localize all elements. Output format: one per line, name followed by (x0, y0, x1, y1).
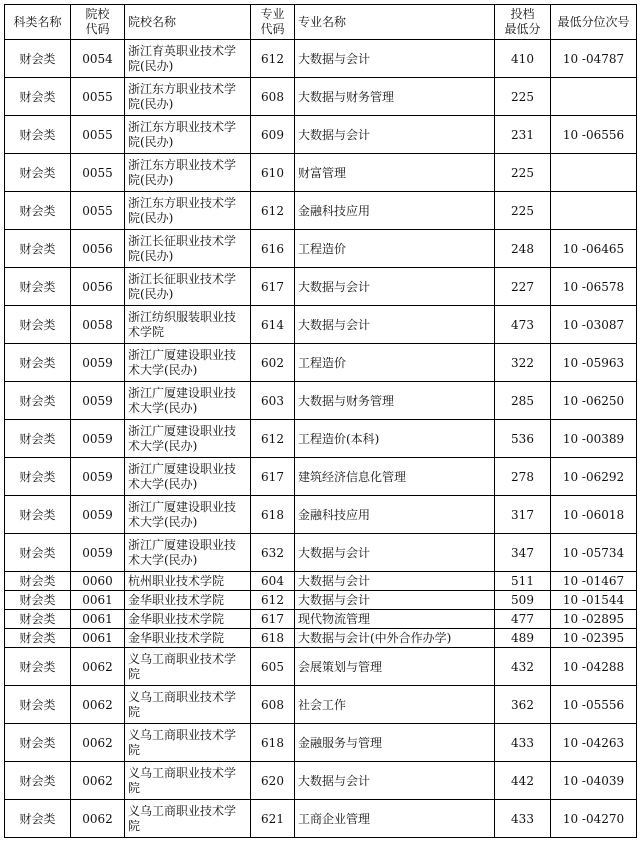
cell-school-name: 金华职业技术学院 (125, 629, 251, 648)
cell-school-name: 浙江纺织服装职业技术学院 (125, 306, 251, 344)
header-major-name: 专业名称 (295, 5, 495, 40)
cell-school-code: 0055 (71, 116, 125, 154)
cell-major-code: 610 (251, 154, 295, 192)
cell-major-code: 618 (251, 724, 295, 762)
cell-major-name: 工程造价(本科) (295, 420, 495, 458)
cell-min-rank: 10 -06250 (551, 382, 637, 420)
cell-major-name: 金融科技应用 (295, 192, 495, 230)
table-row (5, 686, 637, 724)
cell-category: 财会类 (5, 382, 71, 420)
cell-category: 财会类 (5, 40, 71, 78)
table-row (5, 268, 637, 306)
cell-major-code: 620 (251, 762, 295, 800)
cell-min-rank: 10 -01467 (551, 572, 637, 591)
cell-major-code: 603 (251, 382, 295, 420)
table-row (5, 382, 637, 420)
cell-category: 财会类 (5, 78, 71, 116)
cell-school-code: 0061 (71, 610, 125, 629)
cell-min-score: 442 (495, 762, 551, 800)
cell-school-name: 金华职业技术学院 (125, 610, 251, 629)
cell-major-code: 612 (251, 420, 295, 458)
header-row (5, 5, 637, 40)
cell-min-score: 511 (495, 572, 551, 591)
cell-min-score: 317 (495, 496, 551, 534)
cell-major-code: 604 (251, 572, 295, 591)
cell-school-code: 0054 (71, 40, 125, 78)
table-row (5, 610, 637, 629)
cell-school-code: 0061 (71, 591, 125, 610)
cell-school-code: 0060 (71, 572, 125, 591)
cell-category: 财会类 (5, 648, 71, 686)
table-row (5, 800, 637, 838)
cell-school-name: 浙江广厦建设职业技术大学(民办) (125, 382, 251, 420)
cell-min-score: 473 (495, 306, 551, 344)
cell-major-name: 现代物流管理 (295, 610, 495, 629)
cell-min-rank: 10 -04288 (551, 648, 637, 686)
table-row (5, 648, 637, 686)
cell-min-score: 433 (495, 724, 551, 762)
cell-major-code: 614 (251, 306, 295, 344)
cell-major-name: 工程造价 (295, 344, 495, 382)
cell-min-rank: 10 -06292 (551, 458, 637, 496)
cell-min-score: 285 (495, 382, 551, 420)
cell-school-code: 0056 (71, 230, 125, 268)
cell-school-code: 0056 (71, 268, 125, 306)
cell-school-name: 浙江广厦建设职业技术大学(民办) (125, 420, 251, 458)
cell-min-score: 509 (495, 591, 551, 610)
cell-category: 财会类 (5, 629, 71, 648)
table-row (5, 116, 637, 154)
table-body (5, 40, 637, 838)
table-row (5, 306, 637, 344)
cell-min-score: 347 (495, 534, 551, 572)
cell-school-code: 0062 (71, 762, 125, 800)
cell-category: 财会类 (5, 534, 71, 572)
cell-school-name: 义乌工商职业技术学院 (125, 686, 251, 724)
cell-school-code: 0059 (71, 344, 125, 382)
table-row (5, 458, 637, 496)
cell-school-code: 0062 (71, 648, 125, 686)
cell-category: 财会类 (5, 306, 71, 344)
table-row (5, 154, 637, 192)
cell-min-score: 231 (495, 116, 551, 154)
cell-school-name: 浙江广厦建设职业技术大学(民办) (125, 458, 251, 496)
cell-major-code: 602 (251, 344, 295, 382)
cell-min-rank: 10 -02395 (551, 629, 637, 648)
cell-school-code: 0059 (71, 420, 125, 458)
cell-major-code: 617 (251, 610, 295, 629)
table-row (5, 534, 637, 572)
cell-school-name: 浙江育英职业技术学院(民办) (125, 40, 251, 78)
cell-category: 财会类 (5, 610, 71, 629)
cell-major-code: 618 (251, 629, 295, 648)
cell-major-name: 大数据与会计 (295, 116, 495, 154)
cell-category: 财会类 (5, 800, 71, 838)
cell-category: 财会类 (5, 496, 71, 534)
table-row (5, 40, 637, 78)
cell-major-code: 608 (251, 686, 295, 724)
table-row (5, 230, 637, 268)
cell-major-name: 大数据与会计 (295, 40, 495, 78)
cell-min-score: 536 (495, 420, 551, 458)
cell-major-name: 金融服务与管理 (295, 724, 495, 762)
table-row (5, 629, 637, 648)
cell-category: 财会类 (5, 458, 71, 496)
cell-category: 财会类 (5, 724, 71, 762)
cell-school-name: 浙江长征职业技术学院(民办) (125, 230, 251, 268)
cell-major-name: 金融科技应用 (295, 496, 495, 534)
cell-school-code: 0055 (71, 192, 125, 230)
cell-major-code: 609 (251, 116, 295, 154)
cell-major-name: 财富管理 (295, 154, 495, 192)
cell-major-code: 617 (251, 458, 295, 496)
cell-major-code: 621 (251, 800, 295, 838)
table-row (5, 762, 637, 800)
cell-min-rank: 10 -06556 (551, 116, 637, 154)
cell-school-name: 浙江广厦建设职业技术大学(民办) (125, 496, 251, 534)
cell-major-name: 大数据与财务管理 (295, 382, 495, 420)
cell-major-name: 大数据与会计 (295, 268, 495, 306)
table-row (5, 572, 637, 591)
table-row (5, 344, 637, 382)
cell-min-rank: 10 -02895 (551, 610, 637, 629)
cell-min-score: 225 (495, 192, 551, 230)
cell-major-name: 大数据与会计 (295, 572, 495, 591)
cell-min-score: 489 (495, 629, 551, 648)
cell-major-code: 612 (251, 192, 295, 230)
cell-major-name: 大数据与财务管理 (295, 78, 495, 116)
cell-min-rank: 10 -06578 (551, 268, 637, 306)
cell-min-rank: 10 -05734 (551, 534, 637, 572)
cell-min-score: 410 (495, 40, 551, 78)
cell-category: 财会类 (5, 686, 71, 724)
cell-school-code: 0058 (71, 306, 125, 344)
cell-min-score: 322 (495, 344, 551, 382)
cell-school-code: 0059 (71, 534, 125, 572)
cell-category: 财会类 (5, 268, 71, 306)
header-min-score: 投档 最低分 (495, 5, 551, 40)
cell-school-name: 义乌工商职业技术学院 (125, 762, 251, 800)
cell-school-code: 0062 (71, 724, 125, 762)
table-row (5, 724, 637, 762)
cell-min-rank: 10 -01544 (551, 591, 637, 610)
table-header (5, 5, 637, 40)
cell-major-code: 612 (251, 591, 295, 610)
cell-major-name: 工商企业管理 (295, 800, 495, 838)
cell-min-rank: 10 -04263 (551, 724, 637, 762)
cell-min-rank: 10 -05963 (551, 344, 637, 382)
cell-min-rank: 10 -04039 (551, 762, 637, 800)
cell-school-name: 义乌工商职业技术学院 (125, 648, 251, 686)
cell-major-code: 616 (251, 230, 295, 268)
cell-major-name: 工程造价 (295, 230, 495, 268)
header-school-code: 院校 代码 (71, 5, 125, 40)
cell-school-code: 0059 (71, 496, 125, 534)
cell-min-score: 477 (495, 610, 551, 629)
cell-major-name: 大数据与会计 (295, 591, 495, 610)
cell-school-name: 浙江广厦建设职业技术大学(民办) (125, 534, 251, 572)
cell-category: 财会类 (5, 116, 71, 154)
cell-school-name: 浙江东方职业技术学院(民办) (125, 78, 251, 116)
cell-min-rank: 10 -04270 (551, 800, 637, 838)
table-row (5, 78, 637, 116)
header-school-name: 院校名称 (125, 5, 251, 40)
cell-school-code: 0062 (71, 686, 125, 724)
admission-table (4, 4, 637, 838)
cell-major-name: 建筑经济信息化管理 (295, 458, 495, 496)
table-row (5, 420, 637, 458)
cell-major-name: 大数据与会计(中外合作办学) (295, 629, 495, 648)
cell-major-code: 612 (251, 40, 295, 78)
cell-min-score: 433 (495, 800, 551, 838)
cell-min-score: 362 (495, 686, 551, 724)
cell-min-score: 227 (495, 268, 551, 306)
cell-major-code: 617 (251, 268, 295, 306)
cell-min-rank: 10 -00389 (551, 420, 637, 458)
header-min-rank: 最低分位次号 (551, 5, 637, 40)
table-row (5, 192, 637, 230)
cell-min-rank: 10 -06018 (551, 496, 637, 534)
cell-school-name: 浙江长征职业技术学院(民办) (125, 268, 251, 306)
cell-school-name: 义乌工商职业技术学院 (125, 800, 251, 838)
header-major-code: 专业 代码 (251, 5, 295, 40)
cell-school-code: 0055 (71, 78, 125, 116)
cell-major-name: 大数据与会计 (295, 306, 495, 344)
cell-major-name: 大数据与会计 (295, 762, 495, 800)
cell-major-code: 618 (251, 496, 295, 534)
cell-category: 财会类 (5, 420, 71, 458)
cell-category: 财会类 (5, 230, 71, 268)
cell-school-name: 浙江广厦建设职业技术大学(民办) (125, 344, 251, 382)
table-row (5, 496, 637, 534)
cell-min-rank (551, 154, 637, 192)
cell-school-code: 0062 (71, 800, 125, 838)
cell-major-name: 社会工作 (295, 686, 495, 724)
cell-school-name: 浙江东方职业技术学院(民办) (125, 116, 251, 154)
cell-min-score: 278 (495, 458, 551, 496)
cell-min-score: 225 (495, 78, 551, 116)
cell-min-rank: 10 -04787 (551, 40, 637, 78)
cell-min-rank: 10 -03087 (551, 306, 637, 344)
cell-school-code: 0059 (71, 382, 125, 420)
cell-school-name: 杭州职业技术学院 (125, 572, 251, 591)
cell-category: 财会类 (5, 192, 71, 230)
cell-category: 财会类 (5, 762, 71, 800)
cell-school-name: 义乌工商职业技术学院 (125, 724, 251, 762)
cell-category: 财会类 (5, 344, 71, 382)
cell-school-name: 浙江东方职业技术学院(民办) (125, 154, 251, 192)
cell-school-name: 金华职业技术学院 (125, 591, 251, 610)
cell-category: 财会类 (5, 154, 71, 192)
cell-major-code: 605 (251, 648, 295, 686)
cell-major-code: 632 (251, 534, 295, 572)
cell-category: 财会类 (5, 572, 71, 591)
cell-min-score: 248 (495, 230, 551, 268)
cell-min-rank (551, 78, 637, 116)
cell-school-name: 浙江东方职业技术学院(民办) (125, 192, 251, 230)
header-category: 科类名称 (5, 5, 71, 40)
cell-min-score: 432 (495, 648, 551, 686)
cell-min-score: 225 (495, 154, 551, 192)
cell-min-rank (551, 192, 637, 230)
cell-min-rank: 10 -06465 (551, 230, 637, 268)
cell-school-code: 0061 (71, 629, 125, 648)
cell-school-code: 0055 (71, 154, 125, 192)
cell-major-name: 大数据与会计 (295, 534, 495, 572)
cell-major-code: 608 (251, 78, 295, 116)
cell-min-rank: 10 -05556 (551, 686, 637, 724)
cell-category: 财会类 (5, 591, 71, 610)
cell-school-code: 0059 (71, 458, 125, 496)
table-row (5, 591, 637, 610)
cell-major-name: 会展策划与管理 (295, 648, 495, 686)
